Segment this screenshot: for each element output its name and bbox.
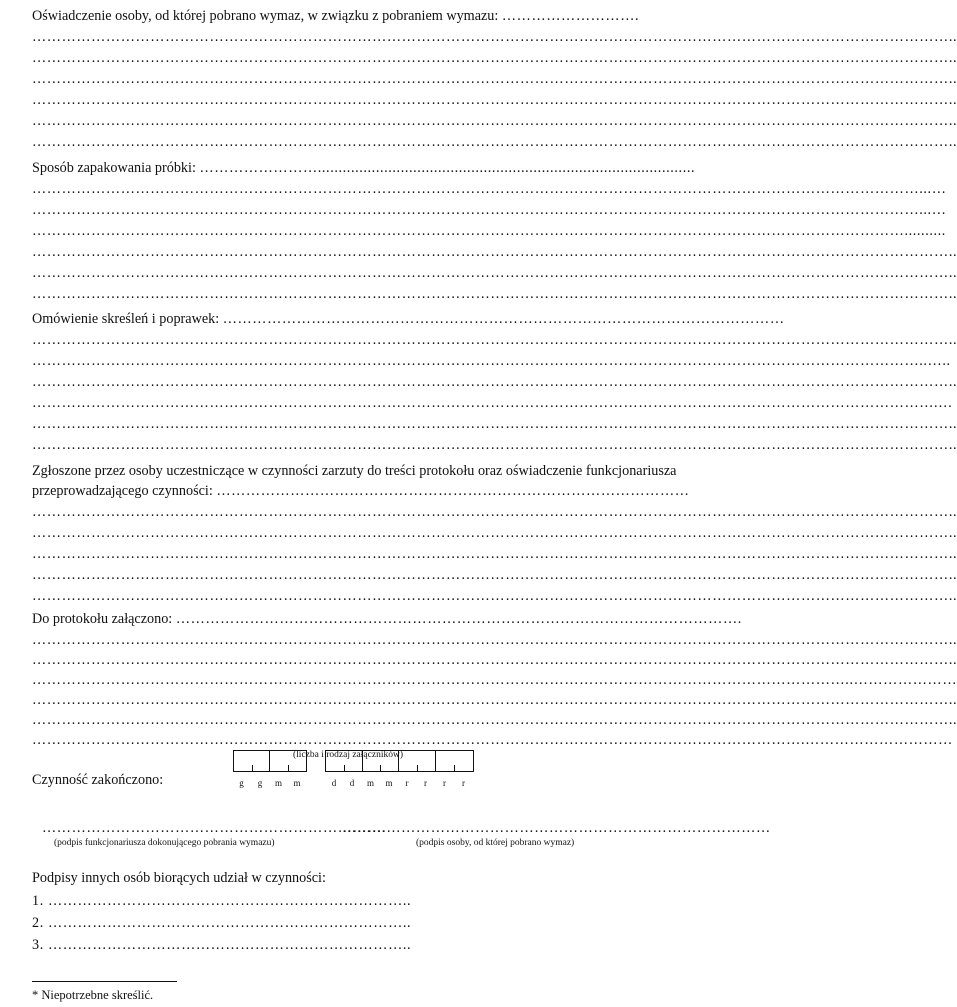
objections-line-3[interactable]: ……………………………………………………………………………………………………………………………………………………………………..	[32, 546, 957, 562]
person-signature-line[interactable]: ……………………………………………………………………………	[342, 820, 771, 836]
date-letter: m	[366, 778, 374, 788]
corrections-label-dots: ……………………………………………………………………………………………………	[222, 311, 785, 327]
objections-line-2[interactable]: ……………………………………………………………………………………………………………………………………………………………………..	[32, 525, 957, 541]
hour-box[interactable]	[234, 751, 270, 771]
corrections-line-1[interactable]: ……………………………………………………………………………………………………………………………………………………………………..	[32, 332, 957, 348]
date-letter: r	[405, 778, 409, 788]
day-box[interactable]	[326, 751, 363, 771]
date-boxes[interactable]	[325, 750, 474, 772]
corrections-line-2[interactable]: ………………………………………………………………………………………………………………………………………………………………..…..	[32, 353, 951, 369]
packaging-line-2[interactable]: ………………………………………………………………………………………………………………………………………………………………...…	[32, 202, 947, 218]
corrections-label-line	[32, 309, 785, 329]
objections-label-dots: ……………………………………………………………………………………	[216, 483, 690, 499]
person-signature-caption: (podpis osoby, od której pobrano wymaz)	[416, 838, 575, 848]
attachments-label-dots: …………………………………………………………………………………………………….	[175, 611, 742, 627]
other-signature-2[interactable]: 2. ………………………………………………………………..	[32, 915, 412, 931]
statement-label-dots: ……………………….	[501, 8, 640, 24]
corrections-line-5[interactable]: ……………………………………………………………………………………………………………………………………………………………………..	[32, 416, 957, 432]
objections-label-2: przeprowadzającego czynności:	[32, 483, 213, 499]
packaging-line-1[interactable]: ………………………………………………………………………………………………………………………………………………………………...…	[32, 181, 947, 197]
other-signature-1[interactable]: 1. ………………………………………………………………..	[32, 893, 412, 909]
attachments-line-3[interactable]: …………………………………………………………………………………………………………………………………………………..…………………	[32, 672, 957, 688]
statement-line-6[interactable]: ……………………………………………………………………………………………………………………………………………………………………..	[32, 134, 957, 150]
objections-line-5[interactable]: ……………………………………………………………………………………………………………………………………………………………………..	[32, 588, 957, 604]
objections-label: Zgłoszone przez osoby uczestniczące w czynności zarzuty do treści protokołu oraz oświadczenie funkcjonariusza	[32, 463, 677, 479]
objections-line-1[interactable]: ……………………………………………………………………………………………………………………………………………………………………..	[32, 504, 957, 520]
month-box[interactable]	[363, 751, 400, 771]
completion-label: Czynność zakończono:	[32, 772, 164, 788]
time-boxes[interactable]	[233, 750, 307, 772]
packaging-line-5[interactable]: ……………………………………………………………………………………………………………………………………………………………………..	[32, 265, 957, 281]
statement-label: Oświadczenie osoby, od której pobrano wymaz, w związku z pobraniem wymazu:	[32, 8, 499, 24]
statement-line-3[interactable]: ……………………………………………………………………………………………………………………………………………………………………..	[32, 71, 957, 87]
packaging-label-line	[32, 158, 696, 178]
statement-line-4[interactable]: ……………………………………………………………………………………………………………………………………………………………………..	[32, 92, 957, 108]
attachments-line-5[interactable]: ……………………………………………………………………………………………………………………………………………………………………..	[32, 712, 957, 728]
time-format-letters	[233, 778, 307, 788]
statement-line-5[interactable]: ……………………………………………………………………………………………………………………………………………………………………..	[32, 113, 957, 129]
attachments-label: Do protokołu załączono:	[32, 611, 173, 627]
other-signature-3[interactable]: 3. ………………………………………………………………..	[32, 937, 412, 953]
corrections-line-4[interactable]: ………………………………………………………………………………………………………………………………………………………………….…	[32, 395, 953, 411]
footnote: * Niepotrzebne skreślić.	[32, 988, 154, 1002]
statement-line-1[interactable]: ……………………………………………………………………………………………………………………………………………………………………..	[32, 29, 957, 45]
year-box-1[interactable]	[399, 751, 436, 771]
time-letter: m	[274, 778, 282, 788]
officer-signature-caption: (podpis funkcjonariusza dokonującego pobrania wymazu)	[54, 838, 275, 848]
year-box-2[interactable]	[436, 751, 473, 771]
corrections-line-3[interactable]: ……………………………………………………………………………………………………………………………………………………………………..	[32, 374, 957, 390]
date-letter: r	[424, 778, 427, 788]
date-format-letters	[325, 778, 473, 788]
attachments-line-6[interactable]: ………………………………………………………………………………………………………………………………………….…………………………	[32, 732, 953, 748]
time-letter: m	[293, 778, 301, 788]
minute-box[interactable]	[270, 751, 306, 771]
corrections-line-6[interactable]: ……………………………………………………………………………………………………………………………………………………………………..	[32, 437, 957, 453]
time-letter: g	[239, 778, 244, 788]
date-letter: d	[349, 778, 355, 788]
attachments-line-1[interactable]: ……………………………………………………………………………………………………………………………………………………………………..	[32, 632, 957, 648]
date-letter: d	[331, 778, 337, 788]
objections-label-line-2	[32, 481, 690, 501]
attachments-line-2[interactable]: ……………………………………………………………………………………………………………………………………………………………………..	[32, 652, 957, 668]
date-letter: r	[462, 778, 465, 788]
packaging-line-4[interactable]: ……………………………………………………………………………………………………………………………………………………………………..	[32, 244, 957, 260]
objections-line-4[interactable]: ……………………………………………………………………………………………………………………………………………………………………..	[32, 567, 957, 583]
statement-label-line	[32, 6, 680, 26]
packaging-label-dots: ……………………...........................................................................................	[199, 160, 696, 176]
officer-signature-line[interactable]: …………………………………………………………….	[42, 820, 387, 836]
statement-line-2[interactable]: ……………………………………………………………………………………………………………………………………………………………………..	[32, 50, 957, 66]
time-letter: g	[257, 778, 263, 788]
corrections-label: Omówienie skreśleń i poprawek:	[32, 311, 220, 327]
attachments-line-4[interactable]: ……………………………………………………………………………………………………………………………………………………………………..	[32, 692, 957, 708]
attachments-caption: (liczba i rodzaj załączników)	[293, 750, 403, 760]
packaging-line-3[interactable]: ……………………………………………………………………………………………………………………………………………………………..........	[32, 223, 946, 239]
date-letter: r	[443, 778, 446, 788]
date-letter: m	[385, 778, 393, 788]
attachments-label-line	[32, 609, 742, 629]
packaging-line-6[interactable]: ……………………………………………………………………………………………………………………………………………………………………..	[32, 286, 957, 302]
packaging-label: Sposób zapakowania próbki:	[32, 160, 196, 176]
other-signatures-label: Podpisy innych osób biorących udział w czynności:	[32, 870, 326, 886]
footnote-rule	[32, 981, 177, 982]
